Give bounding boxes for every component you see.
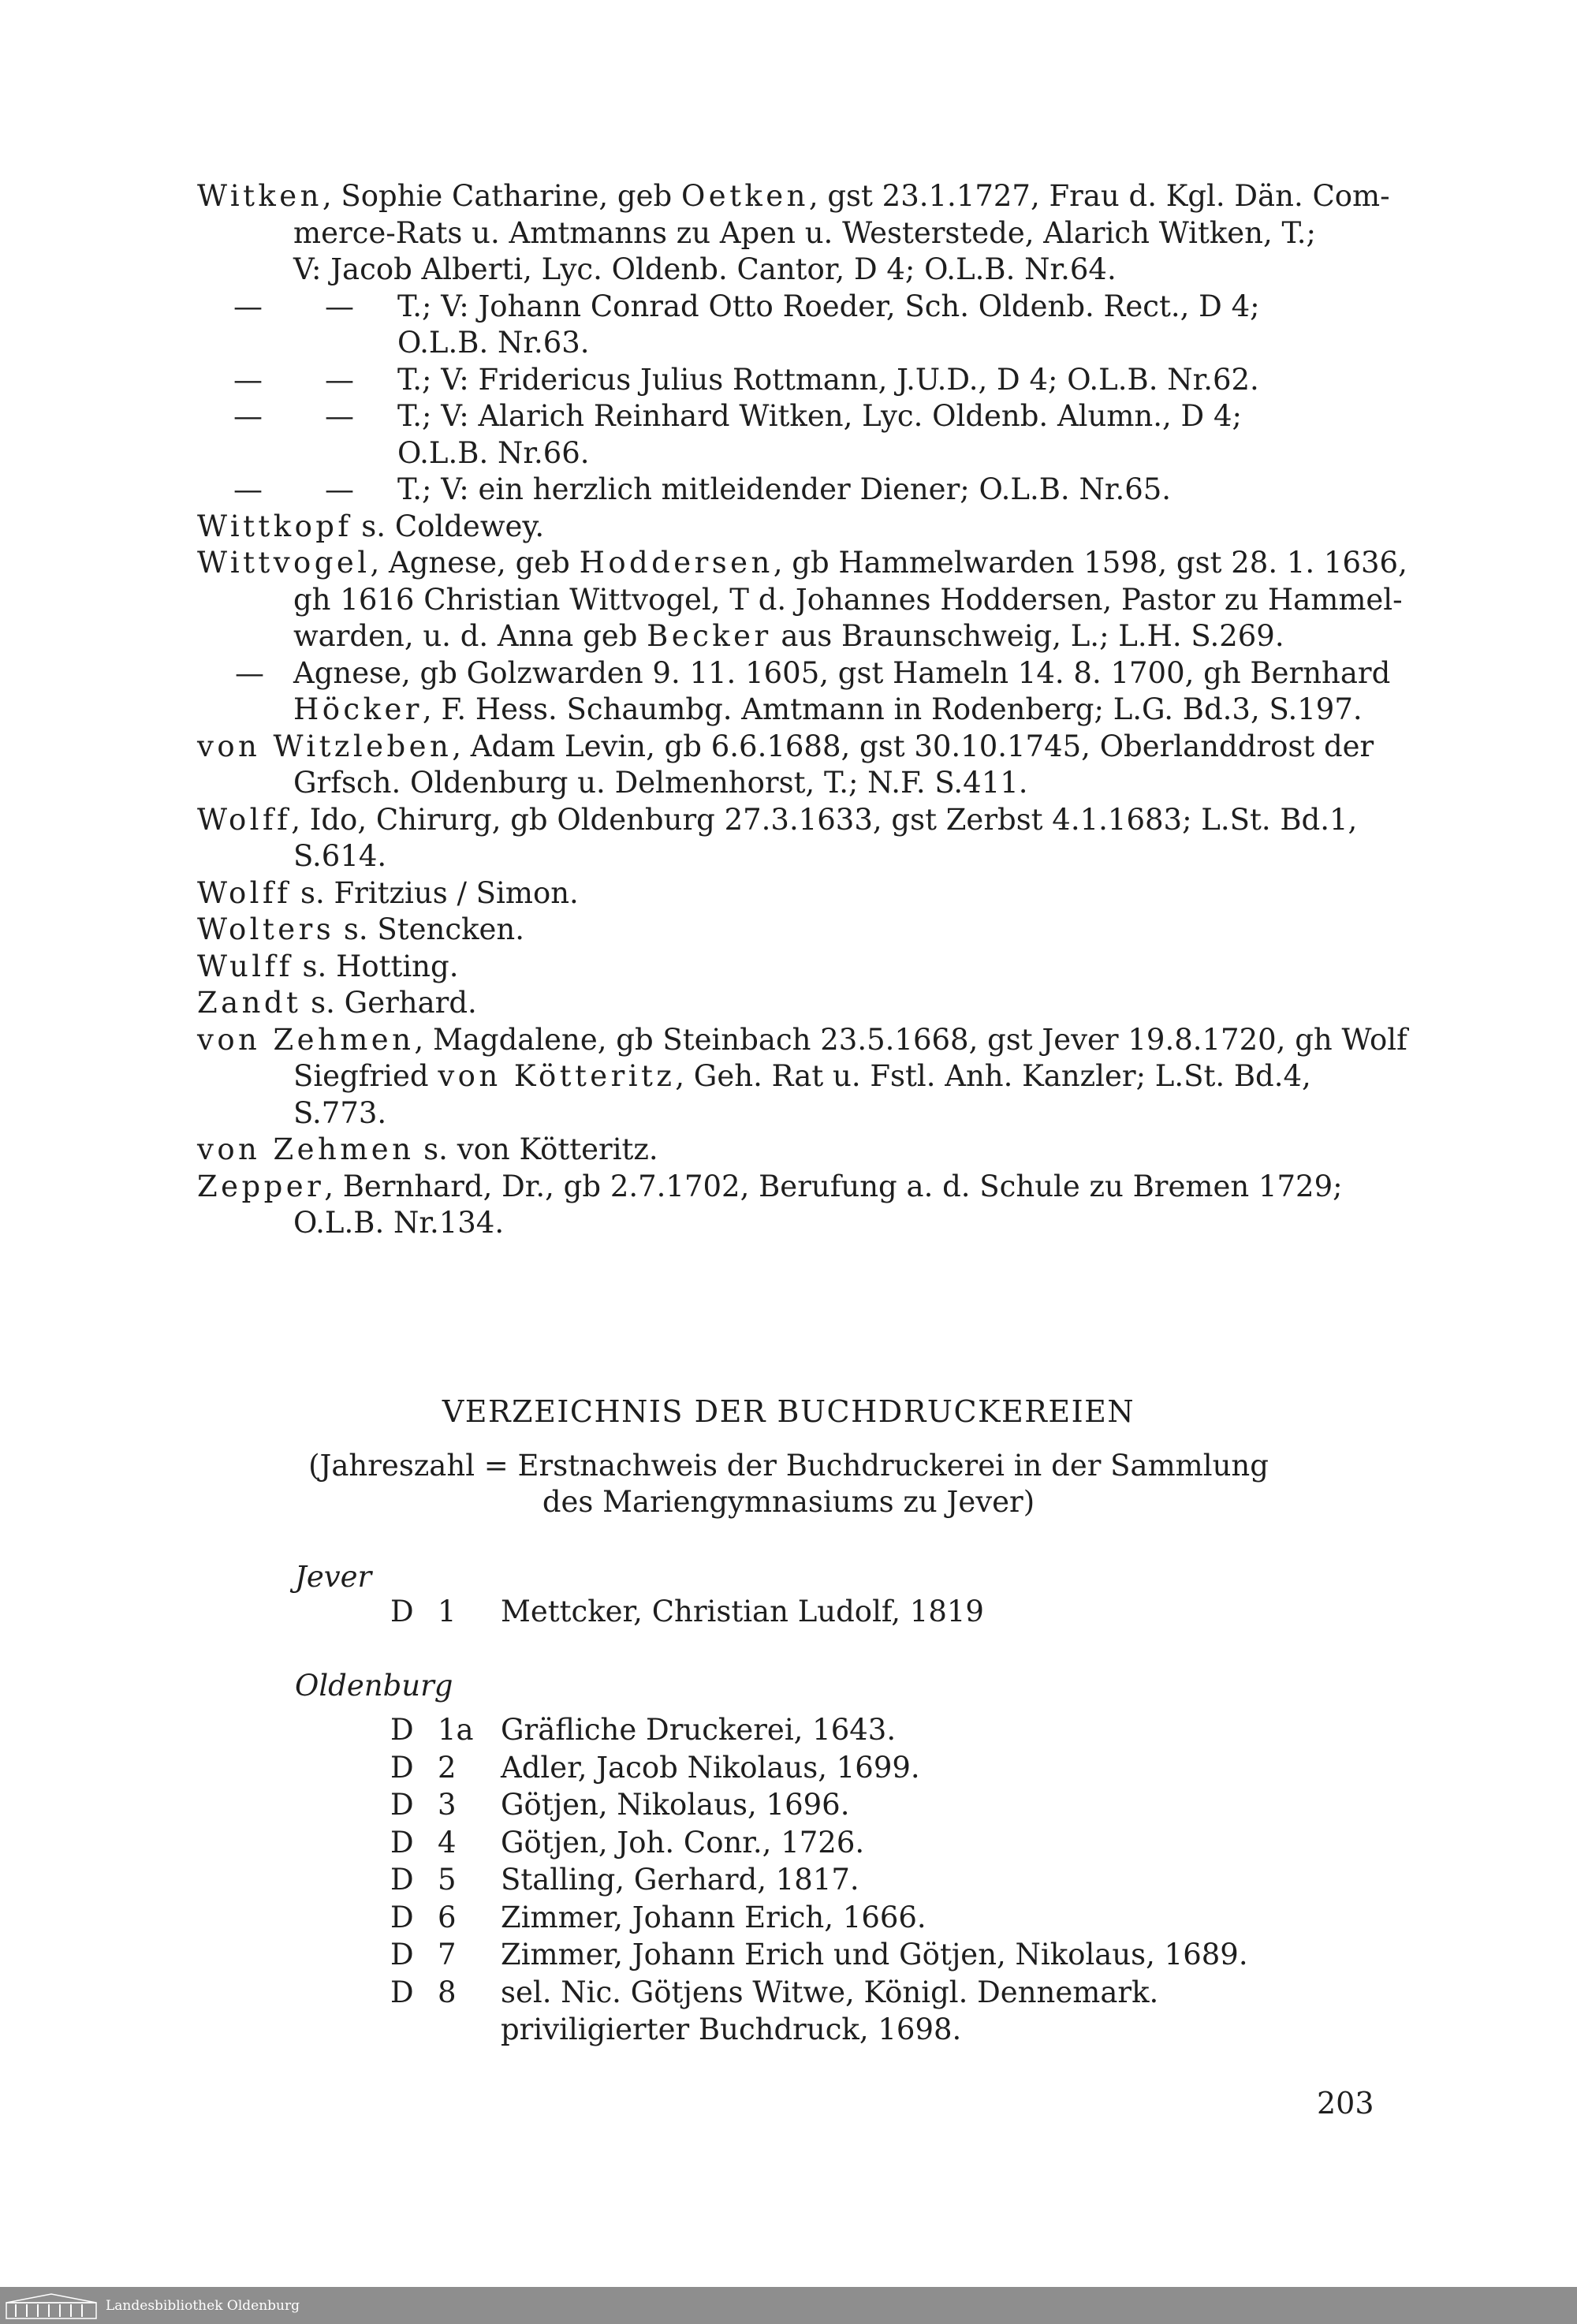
library-footer-bar [0,2287,1577,2324]
dash-mark: — [325,362,354,397]
entry-line: Wittvogel, Agnese, geb Hoddersen, gb Hammelwarden 1598, gst 28. 1. 1636, [197,546,1407,580]
entry-line: von Zehmen s. von Kötteritz. [197,1132,658,1166]
library-building-logo-icon [5,2292,98,2320]
printer-row: D 3 Götjen, Nikolaus, 1696. [390,1788,850,1822]
section-subtitle: (Jahreszahl = Erstnachweis der Buchdruckerei in der Sammlung des Mariengymnasiums zu Jever) [308,1449,1269,1519]
printer-row: D 1a Gräfliche Druckerei, 1643. [390,1713,897,1747]
dash-mark: — [233,399,263,433]
library-name: Landesbibliothek Oldenburg [106,2298,300,2314]
entry-line: Wulff s. Hotting. [197,949,459,983]
entry-line: gh 1616 Christian Wittvogel, T d. Johannes Hoddersen, Pastor zu Hammel- [293,582,1403,617]
entry-line: O.L.B. Nr.66. [397,435,590,470]
entry-line: — — T.; V: Alarich Reinhard Witken, Lyc. Oldenb. Alumn., D 4; [197,398,1388,435]
printer-row: D 5 Stalling, Gerhard, 1817. [390,1863,859,1897]
dash-mark: — [233,362,263,397]
entry-line: O.L.B. Nr.63. [397,326,590,360]
entry-line: Wolff, Ido, Chirurg, gb Oldenburg 27.3.1633, gst Zerbst 4.1.1683; L.St. Bd.1, [197,802,1358,837]
dash-mark: — [325,472,354,506]
place-heading-oldenburg: Oldenburg [295,1669,453,1703]
printer-list-jever [390,1593,1368,1631]
entry-line: Grfsch. Oldenburg u. Delmenhorst, T.; N.F. S.411. [293,766,1028,800]
entry-line: Wolters s. Stencken. [197,912,524,946]
dash-mark: — [325,399,354,433]
entry-line: Höcker, F. Hess. Schaumbg. Amtmann in Rodenberg; L.G. Bd.3, S.197. [293,692,1363,726]
entry-line: von Zehmen, Magdalene, gb Steinbach 23.5.1668, gst Jever 19.8.1720, gh Wolf [197,1022,1407,1057]
entry-line: — — T.; V: Fridericus Julius Rottmann, J.U.D., D 4; O.L.B. Nr.62. [197,362,1388,399]
section-title: VERZEICHNIS DER BUCHDRUCKEREIEN [442,1394,1135,1429]
printer-row: D 6 Zimmer, Johann Erich, 1666. [390,1900,926,1934]
entry-line: warden, u. d. Anna geb Becker aus Braunschweig, L.; L.H. S.269. [293,619,1284,653]
entry-line: von Witzleben, Adam Levin, gb 6.6.1688, gst 30.10.1745, Oberlanddrost der [197,729,1374,763]
entry-line: Wittkopf s. Coldewey. [197,509,545,543]
printer-row: D 7 Zimmer, Johann Erich und Götjen, Nikolaus, 1689. [390,1938,1248,1971]
name-register [197,178,1407,1242]
dash-mark: — [235,655,264,690]
entry-line: O.L.B. Nr.134. [293,1206,505,1240]
printer-row: D 1 Mettcker, Christian Ludolf, 1819 [390,1595,984,1628]
printer-row: D 8 sel. Nic. Götjens Witwe, Königl. Dennemark. priviligierter Buchdruck, 1698. [390,1975,1159,2046]
entry-line: Wolff s. Fritzius / Simon. [197,875,579,910]
entry-line: Witken, Sophie Catharine, geb Oetken, gst 23.1.1727, Frau d. Kgl. Dän. Com- [197,179,1390,213]
entry-line: V: Jacob Alberti, Lyc. Oldenb. Cantor, D 4; O.L.B. Nr.64. [293,252,1117,286]
dash-mark: — [233,289,263,323]
entry-line: — — T.; V: ein herzlich mitleidender Diener; O.L.B. Nr.65. [197,472,1388,509]
dash-mark: — [233,472,263,506]
printer-list-oldenburg [390,1711,1368,2049]
entry-line: Zepper, Bernhard, Dr., gb 2.7.1702, Berufung a. d. Schule zu Bremen 1729; [197,1169,1343,1203]
entry-line: — Agnese, gb Golzwarden 9. 11. 1605, gst Hameln 14. 8. 1700, gh Bernhard [197,655,1388,692]
place-heading-jever: Jever [295,1560,372,1594]
printer-row: D 4 Götjen, Joh. Conr., 1726. [390,1825,865,1860]
entry-line: S.773. [293,1095,387,1130]
entry-line: — — T.; V: Johann Conrad Otto Roeder, Sch. Oldenb. Rect., D 4; [197,289,1388,326]
printer-row: D 2 Adler, Jacob Nikolaus, 1699. [390,1750,920,1785]
page-number: 203 [1317,2086,1374,2121]
entry-line: S.614. [293,839,387,873]
dash-mark: — [325,289,354,323]
entry-line: merce-Rats u. Amtmanns zu Apen u. Westerstede, Alarich Witken, T.; [293,215,1316,250]
entry-line: Siegfried von Kötteritz, Geh. Rat u. Fstl. Anh. Kanzler; L.St. Bd.4, [293,1059,1311,1093]
entry-line: Zandt s. Gerhard. [197,986,477,1020]
